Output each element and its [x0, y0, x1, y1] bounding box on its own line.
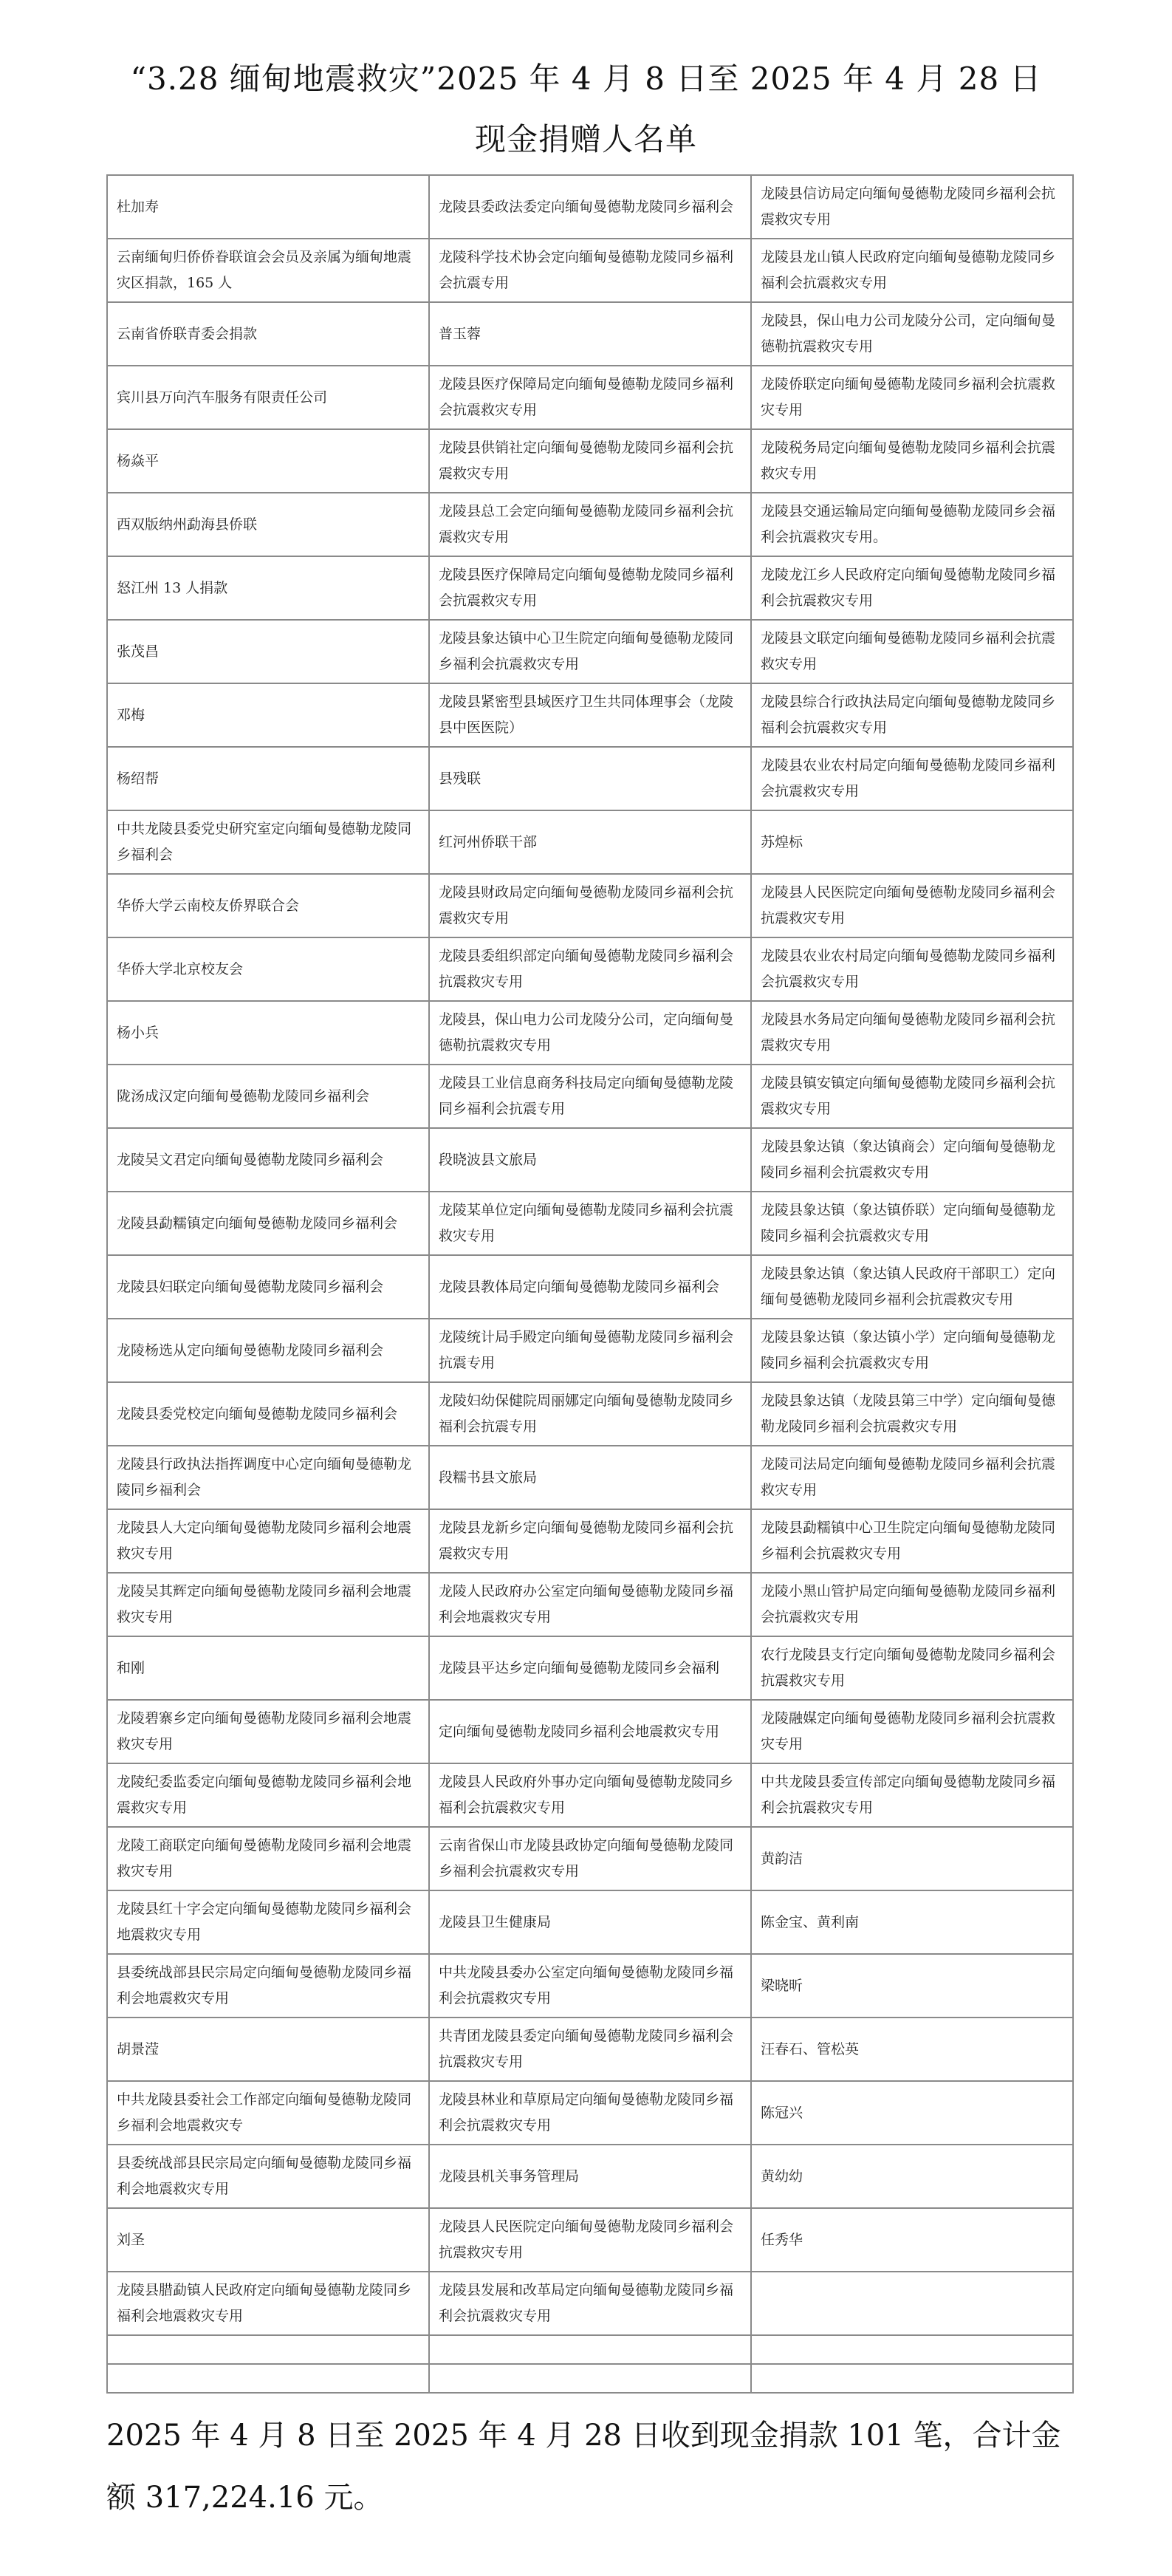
donor-cell: 龙陵县象达镇中心卫生院定向缅甸曼德勒龙陵同乡福利会抗震救灾专用 [429, 620, 751, 683]
donor-cell: 农行龙陵县支行定向缅甸曼德勒龙陵同乡福利会抗震救灾专用 [751, 1636, 1073, 1700]
donor-cell: 龙陵碧寨乡定向缅甸曼德勒龙陵同乡福利会地震救灾专用 [107, 1700, 429, 1763]
table-row [107, 810, 1073, 874]
table-row [107, 620, 1073, 683]
donor-cell: 龙陵县象达镇（象达镇商会）定向缅甸曼德勒龙陵同乡福利会抗震救灾专用 [751, 1128, 1073, 1192]
donor-cell: 龙陵杨选从定向缅甸曼德勒龙陵同乡福利会 [107, 1319, 429, 1382]
donor-cell: 龙陵吴文君定向缅甸曼德勒龙陵同乡福利会 [107, 1128, 429, 1192]
donor-cell: 龙陵县委组织部定向缅甸曼德勒龙陵同乡福利会抗震救灾专用 [429, 937, 751, 1001]
table-row [107, 747, 1073, 810]
donor-cell: 龙陵县龙山镇人民政府定向缅甸曼德勒龙陵同乡福利会抗震救灾专用 [751, 239, 1073, 302]
donor-cell: 龙陵妇幼保健院周丽娜定向缅甸曼德勒龙陵同乡福利会抗震专用 [429, 1382, 751, 1446]
document-title: “3.28 缅甸地震救灾”2025 年 4 月 8 日至 2025 年 4 月 28 日 [130, 61, 1042, 97]
donor-cell: 云南省侨联青委会捐款 [107, 302, 429, 366]
donor-cell: 段晓波县文旅局 [429, 1128, 751, 1192]
donor-cell: 张茂昌 [107, 620, 429, 683]
donor-cell: 段糯书县文旅局 [429, 1446, 751, 1509]
table-row [107, 1446, 1073, 1509]
donor-cell: 龙陵县财政局定向缅甸曼德勒龙陵同乡福利会抗震救灾专用 [429, 874, 751, 937]
table-row [107, 302, 1073, 366]
donor-cell: 邓梅 [107, 683, 429, 747]
donor-cell: 龙陵龙江乡人民政府定向缅甸曼德勒龙陵同乡福利会抗震救灾专用 [751, 556, 1073, 620]
donor-cell: 龙陵县平达乡定向缅甸曼德勒龙陵同乡会福利 [429, 1636, 751, 1700]
donor-cell: 中共龙陵县委办公室定向缅甸曼德勒龙陵同乡福利会抗震救灾专用 [429, 1954, 751, 2018]
donor-cell: 普玉蓉 [429, 302, 751, 366]
donor-cell: 龙陵县教体局定向缅甸曼德勒龙陵同乡福利会 [429, 1255, 751, 1319]
donor-cell: 龙陵融媒定向缅甸曼德勒龙陵同乡福利会抗震救灾专用 [751, 1700, 1073, 1763]
table-row [107, 1192, 1073, 1255]
donor-cell: 龙陵县象达镇（象达镇人民政府干部职工）定向缅甸曼德勒龙陵同乡福利会抗震救灾专用 [751, 1255, 1073, 1319]
empty-cell [429, 2335, 751, 2364]
donor-cell: 华侨大学云南校友侨界联合会 [107, 874, 429, 937]
donor-cell: 汪春石、管松英 [751, 2018, 1073, 2081]
donor-cell: 龙陵县工业信息商务科技局定向缅甸曼德勒龙陵同乡福利会抗震专用 [429, 1065, 751, 1128]
table-row [107, 1128, 1073, 1192]
donor-cell: 中共龙陵县委党史研究室定向缅甸曼德勒龙陵同乡福利会 [107, 810, 429, 874]
table-row [107, 1509, 1073, 1573]
donor-cell: 龙陵县发展和改革局定向缅甸曼德勒龙陵同乡福利会抗震救灾专用 [429, 2272, 751, 2335]
donor-cell: 和刚 [107, 1636, 429, 1700]
table-row [107, 1763, 1073, 1827]
donor-cell: 龙陵县供销社定向缅甸曼德勒龙陵同乡福利会抗震救灾专用 [429, 429, 751, 493]
table-row [107, 175, 1073, 239]
donor-cell: 宾川县万向汽车服务有限责任公司 [107, 366, 429, 429]
donor-cell: 龙陵某单位定向缅甸曼德勒龙陵同乡福利会抗震救灾专用 [429, 1192, 751, 1255]
donor-cell: 定向缅甸曼德勒龙陵同乡福利会地震救灾专用 [429, 1700, 751, 1763]
donor-cell: 龙陵县腊勐镇人民政府定向缅甸曼德勒龙陵同乡福利会地震救灾专用 [107, 2272, 429, 2335]
donor-cell: 县委统战部县民宗局定向缅甸曼德勒龙陵同乡福利会地震救灾专用 [107, 1954, 429, 2018]
table-row [107, 1319, 1073, 1382]
donor-cell: 龙陵县委党校定向缅甸曼德勒龙陵同乡福利会 [107, 1382, 429, 1446]
donor-cell: 龙陵人民政府办公室定向缅甸曼德勒龙陵同乡福利会地震救灾专用 [429, 1573, 751, 1636]
donor-cell: 杨小兵 [107, 1001, 429, 1065]
donor-cell: 龙陵县卫生健康局 [429, 1890, 751, 1954]
donor-cell: 龙陵县水务局定向缅甸曼德勒龙陵同乡福利会抗震救灾专用 [751, 1001, 1073, 1065]
donor-cell: 龙陵县象达镇（象达镇侨联）定向缅甸曼德勒龙陵同乡福利会抗震救灾专用 [751, 1192, 1073, 1255]
donor-cell: 龙陵县委政法委定向缅甸曼德勒龙陵同乡福利会 [429, 175, 751, 239]
donor-cell: 龙陵税务局定向缅甸曼德勒龙陵同乡福利会抗震救灾专用 [751, 429, 1073, 493]
donor-cell: 龙陵县勐糯镇定向缅甸曼德勒龙陵同乡福利会 [107, 1192, 429, 1255]
donor-cell: 任秀华 [751, 2208, 1073, 2272]
donor-cell: 龙陵县勐糯镇中心卫生院定向缅甸曼德勒龙陵同乡福利会抗震救灾专用 [751, 1509, 1073, 1573]
donor-cell: 龙陵县妇联定向缅甸曼德勒龙陵同乡福利会 [107, 1255, 429, 1319]
donor-cell: 龙陵县行政执法指挥调度中心定向缅甸曼德勒龙陵同乡福利会 [107, 1446, 429, 1509]
donor-cell: 共青团龙陵县委定向缅甸曼德勒龙陵同乡福利会抗震救灾专用 [429, 2018, 751, 2081]
donor-cell: 龙陵县农业农村局定向缅甸曼德勒龙陵同乡福利会抗震救灾专用 [751, 747, 1073, 810]
table-row [107, 2208, 1073, 2272]
donor-cell: 苏煌标 [751, 810, 1073, 874]
donor-cell: 西双版纳州勐海县侨联 [107, 493, 429, 556]
donor-cell: 龙陵县交通运输局定向缅甸曼德勒龙陵同乡会福利会抗震救灾专用。 [751, 493, 1073, 556]
table-row [107, 239, 1073, 302]
donor-cell: 云南省保山市龙陵县政协定向缅甸曼德勒龙陵同乡福利会抗震救灾专用 [429, 1827, 751, 1890]
donor-cell: 龙陵县象达镇（龙陵县第三中学）定向缅甸曼德勒龙陵同乡福利会抗震救灾专用 [751, 1382, 1073, 1446]
table-row [107, 1065, 1073, 1128]
donor-cell: 龙陵县农业农村局定向缅甸曼德勒龙陵同乡福利会抗震救灾专用 [751, 937, 1073, 1001]
donor-cell: 杜加寿 [107, 175, 429, 239]
donor-cell: 刘圣 [107, 2208, 429, 2272]
donor-cell: 龙陵县，保山电力公司龙陵分公司，定向缅甸曼德勒抗震救灾专用 [429, 1001, 751, 1065]
donor-cell: 梁晓昕 [751, 1954, 1073, 2018]
table-row [107, 683, 1073, 747]
document-subtitle: 现金捐赠人名单 [474, 121, 697, 157]
empty-cell [751, 2335, 1073, 2364]
table-row [107, 2272, 1073, 2335]
donor-cell: 龙陵县人民政府外事办定向缅甸曼德勒龙陵同乡福利会抗震救灾专用 [429, 1763, 751, 1827]
table-row [107, 1954, 1073, 2018]
donor-cell: 杨绍帮 [107, 747, 429, 810]
donor-cell: 华侨大学北京校友会 [107, 937, 429, 1001]
donor-list-table [106, 174, 1074, 2394]
donor-cell: 龙陵县，保山电力公司龙陵分公司，定向缅甸曼德勒抗震救灾专用 [751, 302, 1073, 366]
donor-cell: 龙陵县信访局定向缅甸曼德勒龙陵同乡福利会抗震救灾专用 [751, 175, 1073, 239]
donor-cell: 陈金宝、黄利南 [751, 1890, 1073, 1954]
donor-cell: 黄韵洁 [751, 1827, 1073, 1890]
donor-cell: 龙陵县象达镇（象达镇小学）定向缅甸曼德勒龙陵同乡福利会抗震救灾专用 [751, 1319, 1073, 1382]
donor-cell: 龙陵侨联定向缅甸曼德勒龙陵同乡福利会抗震救灾专用 [751, 366, 1073, 429]
donor-cell: 龙陵县综合行政执法局定向缅甸曼德勒龙陵同乡福利会抗震救灾专用 [751, 683, 1073, 747]
table-row [107, 1382, 1073, 1446]
donor-cell: 龙陵县林业和草原局定向缅甸曼德勒龙陵同乡福利会抗震救灾专用 [429, 2081, 751, 2145]
donor-cell: 龙陵县人民医院定向缅甸曼德勒龙陵同乡福利会抗震救灾专用 [429, 2208, 751, 2272]
donor-cell: 龙陵县机关事务管理局 [429, 2145, 751, 2208]
table-row [107, 937, 1073, 1001]
donor-cell: 县残联 [429, 747, 751, 810]
donor-cell: 中共龙陵县委社会工作部定向缅甸曼德勒龙陵同乡福利会地震救灾专 [107, 2081, 429, 2145]
donor-cell: 龙陵县红十字会定向缅甸曼德勒龙陵同乡福利会地震救灾专用 [107, 1890, 429, 1954]
donor-cell: 龙陵科学技术协会定向缅甸曼德勒龙陵同乡福利会抗震专用 [429, 239, 751, 302]
table-row [107, 493, 1073, 556]
table-row [107, 2018, 1073, 2081]
table-row [107, 556, 1073, 620]
empty-cell [107, 2335, 429, 2364]
donor-cell: 陇汤成汉定向缅甸曼德勒龙陵同乡福利会 [107, 1065, 429, 1128]
table-row [107, 874, 1073, 937]
donor-cell: 龙陵纪委监委定向缅甸曼德勒龙陵同乡福利会地震救灾专用 [107, 1763, 429, 1827]
donor-cell: 龙陵工商联定向缅甸曼德勒龙陵同乡福利会地震救灾专用 [107, 1827, 429, 1890]
donor-cell: 县委统战部县民宗局定向缅甸曼德勒龙陵同乡福利会地震救灾专用 [107, 2145, 429, 2208]
table-row [107, 2081, 1073, 2145]
donor-cell: 龙陵县人大定向缅甸曼德勒龙陵同乡福利会地震救灾专用 [107, 1509, 429, 1573]
donor-cell: 中共龙陵县委宣传部定向缅甸曼德勒龙陵同乡福利会抗震救灾专用 [751, 1763, 1073, 1827]
donor-cell: 红河州侨联干部 [429, 810, 751, 874]
table-row [107, 1636, 1073, 1700]
donor-cell: 龙陵统计局手殿定向缅甸曼德勒龙陵同乡福利会抗震专用 [429, 1319, 751, 1382]
donor-cell: 龙陵司法局定向缅甸曼德勒龙陵同乡福利会抗震救灾专用 [751, 1446, 1073, 1509]
donor-cell: 黄幼幼 [751, 2145, 1073, 2208]
donor-cell: 杨焱平 [107, 429, 429, 493]
table-row [107, 366, 1073, 429]
table-row [107, 1255, 1073, 1319]
empty-cell [429, 2364, 751, 2393]
donor-cell: 龙陵县医疗保障局定向缅甸曼德勒龙陵同乡福利会抗震救灾专用 [429, 366, 751, 429]
donor-cell: 龙陵县人民医院定向缅甸曼德勒龙陵同乡福利会抗震救灾专用 [751, 874, 1073, 937]
donor-cell: 怒江州 13 人捐款 [107, 556, 429, 620]
donor-cell: 龙陵县龙新乡定向缅甸曼德勒龙陵同乡福利会抗震救灾专用 [429, 1509, 751, 1573]
donor-cell: 陈冠兴 [751, 2081, 1073, 2145]
donor-cell: 胡景滢 [107, 2018, 429, 2081]
donor-cell: 龙陵县紧密型县域医疗卫生共同体理事会（龙陵县中医医院） [429, 683, 751, 747]
donor-cell: 龙陵县医疗保障局定向缅甸曼德勒龙陵同乡福利会抗震救灾专用 [429, 556, 751, 620]
table-row [107, 1573, 1073, 1636]
donor-cell: 龙陵县文联定向缅甸曼德勒龙陵同乡福利会抗震救灾专用 [751, 620, 1073, 683]
table-row [107, 1890, 1073, 1954]
donation-summary: 2025 年 4 月 8 日至 2025 年 4 月 28 日收到现金捐款 101 笔，合计金额 317,224.16 元。 [106, 2419, 1061, 2515]
table-row [107, 2145, 1073, 2208]
donor-cell: 龙陵吴其辉定向缅甸曼德勒龙陵同乡福利会地震救灾专用 [107, 1573, 429, 1636]
empty-table-row [107, 2335, 1073, 2364]
table-row [107, 1827, 1073, 1890]
table-row [107, 1700, 1073, 1763]
empty-cell [751, 2364, 1073, 2393]
empty-cell [107, 2364, 429, 2393]
donor-cell [751, 2272, 1073, 2335]
donor-cell: 龙陵县镇安镇定向缅甸曼德勒龙陵同乡福利会抗震救灾专用 [751, 1065, 1073, 1128]
table-row [107, 1001, 1073, 1065]
table-row [107, 429, 1073, 493]
empty-table-row [107, 2364, 1073, 2393]
donor-table-body [107, 175, 1073, 2393]
donor-cell: 龙陵县总工会定向缅甸曼德勒龙陵同乡福利会抗震救灾专用 [429, 493, 751, 556]
donor-cell: 云南缅甸归侨侨眷联谊会会员及亲属为缅甸地震灾区捐款，165 人 [107, 239, 429, 302]
donor-cell: 龙陵小黑山管护局定向缅甸曼德勒龙陵同乡福利会抗震救灾专用 [751, 1573, 1073, 1636]
